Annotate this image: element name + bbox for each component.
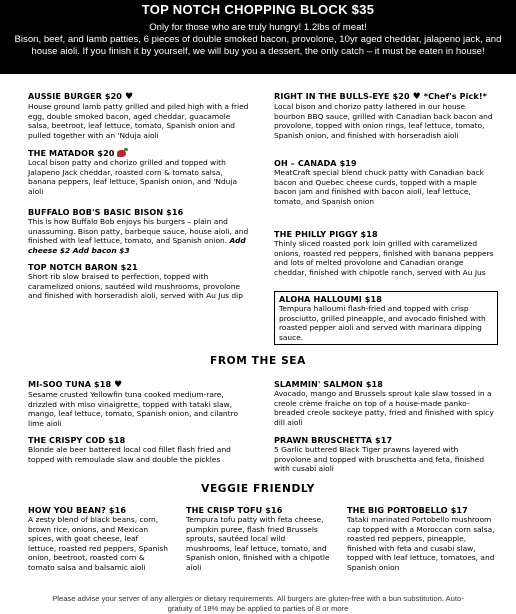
menu-item [28,91,250,140]
item-title: RIGHT IN THE BULLS-EYE $20 ♥ *Chef's Pick!* [274,91,488,102]
item-title: AUSSIE BURGER $20 ♥ [28,91,134,102]
item-description: Tataki marinated Portobello mushroom cap topped with a Moroccan corn salsa, roasted red peppers, pineapple, finished with feta and cusabi slaw, topped with leaf lettuce, tomatoes, and Spanish onion [347,515,495,572]
heart-icon: ♥ [412,92,421,102]
menu-item [274,229,496,277]
item-description: Tempura halloumi flash-fried and topped with crisp prosciutto, grilled pineapple, and avocado finished with roasted pepper aioli and served with marinara dipping sauce. [279,304,486,342]
item-description: This is how Buffalo Bob enjoys his burgers – plain and unassuming. Bison patty, barbeque sauce, house aioli, and finished with leaf lettuce, tomato, and Spanish onion. Add cheese $2 Add bacon $3 [28,217,249,255]
item-description: A zesty blend of black beans, corn, brown rice, onions, and Mexican spices, with goat cheese, leaf lettuce, roasted red peppers, Spanish onion, beetroot, roasted corn & tomato salsa and balsamic aioli [28,515,168,572]
item-description: Blonde ale beer battered local cod fillet flash fried and topped with remoulade slaw and double the pickles [28,445,231,464]
item-title: THE MATADOR $20 [28,148,250,158]
item-title: SLAMMIN' SALMON $18 [274,379,384,389]
item-title: THE CRISPY COD $18 [28,435,126,445]
item-description: 5 Garlic buttered Black Tiger prawns layered with provolone and topped with bruschetta and feta, finished with cusabi aioli [274,445,485,473]
footer-line: gratuity of 18% may be applied to parties of 8 or more [167,604,349,613]
menu-item [347,505,497,572]
menu-item [274,91,496,140]
item-title: MI-SOO TUNA $18 ♥ [28,379,123,390]
menu-item [28,148,250,196]
item-title: THE PHILLY PIGGY $18 [274,229,378,239]
section-heading-veggie: VEGGIE FRIENDLY [201,483,315,495]
chef-pick-tag: *Chef's Pick!* [423,91,488,101]
item-description: Sesame crusted Yellowfin tuna cooked medium-rare, drizzled with miso vinaigrette, topped with tataki slaw, mango, leaf lettuce, tomato, Spanish onion, and cilantro lime aioli [28,390,239,428]
section-heading-sea: FROM THE SEA [210,355,306,367]
item-title: THE BIG PORTOBELLO $17 [347,505,468,515]
menu-item [274,435,496,474]
menu-item [274,379,496,427]
footer-note [0,594,516,614]
heart-icon: ♥ [124,92,134,102]
item-title: HOW YOU BEAN? $16 [28,505,127,515]
banner-title: TOP NOTCH CHOPPING BLOCK $35 [141,2,375,17]
banner-subtitle: Only for those who are truly hungry! 1.2lbs of meat! [149,22,367,33]
menu-item [28,262,250,301]
item-description: Local bison and chorizo patty lathered in our house bourbon BBQ sauce, grilled with Canadian back bacon and provolone, topped with onion rings, leaf lettuce, tomato, Spanish onion, and finished with horseradish aioli [274,102,493,140]
menu-item [28,435,250,464]
menu-item [186,505,331,572]
item-title: ALOHA HALLOUMI $18 [279,294,382,304]
menu-item [274,158,496,206]
heart-icon: ♥ [114,380,123,390]
header-banner [0,0,516,74]
menu-item-featured [274,291,498,345]
menu-item [28,207,250,255]
menu-item [28,505,168,572]
item-description: Avocado, mango and Brussels sprout kale slaw tossed in a creole crème fraiche on top of a house-made panko-breaded creole sockeye patty, fried and finished with spicy dill aioli [274,389,494,427]
item-title: TOP NOTCH BARON $21 [28,262,138,272]
menu-item [28,379,250,428]
item-title: BUFFALO BOB'S BASIC BISON $16 [28,207,184,217]
footer-line: Please advise your server of any allergies or dietary requirements. All burgers are gluten-free with a bun substitution. Auto- [52,594,464,603]
item-description: Thinly sliced roasted pork loin grilled with caramelized onions, roasted red peppers, finished with banana peppers and lots of melted provolone and Canadian orange cheddar, finished with chipotle ranch, served with Au Jus [274,239,494,277]
item-title: PRAWN BRUSCHETTA $17 [274,435,393,445]
item-extra: Add cheese $2 Add bacon $3 [28,236,246,255]
item-description: Local bison patty and chorizo grilled and topped with Jalapeno Jack cheddar, roasted corn & tomato salsa, banana peppers, leaf lettuce, Spanish onion, and 'Nduja aioli [28,158,238,196]
item-description: Tempura tofu patty with feta cheese, pumpkin puree, flash fried Brussels sprouts, sautéed local wild mushrooms, leaf lettuce, tomato, and Spanish onion, finished with a chipotle aioli [186,515,330,572]
item-title: OH – CANADA $19 [274,158,357,168]
item-description: MeatCraft special blend chuck patty with Canadian back bacon and Quebec cheese curds, topped with a maple bacon jam and finished with bacon aioli, leaf lettuce, tomato, and Spanish onion [274,168,484,206]
item-description: House ground lamb patty grilled and piled high with a fried egg, double smoked bacon, aged cheddar, guacamole salsa, beetroot, leaf lettuce, tomato, Spanish onion and pulled together with an 'Nduja aioli [28,102,249,140]
item-title: THE CRISP TOFU $16 [186,505,283,515]
chili-pepper-icon [117,150,126,157]
item-description: Short rib slow braised to perfection, topped with caramelized onions, sautéed wild mushrooms, provolone and finished with horseradish aioli, served with Au Jus dip [28,272,243,300]
banner-description: Bison, beef, and lamb patties, 6 pieces of double smoked bacon, provolone, 10yr aged cheddar, jalapeno jack, and house aioli. If you finish it by yourself, we will buy you a dessert, the only catch – it must be eaten in house! [14,34,502,57]
